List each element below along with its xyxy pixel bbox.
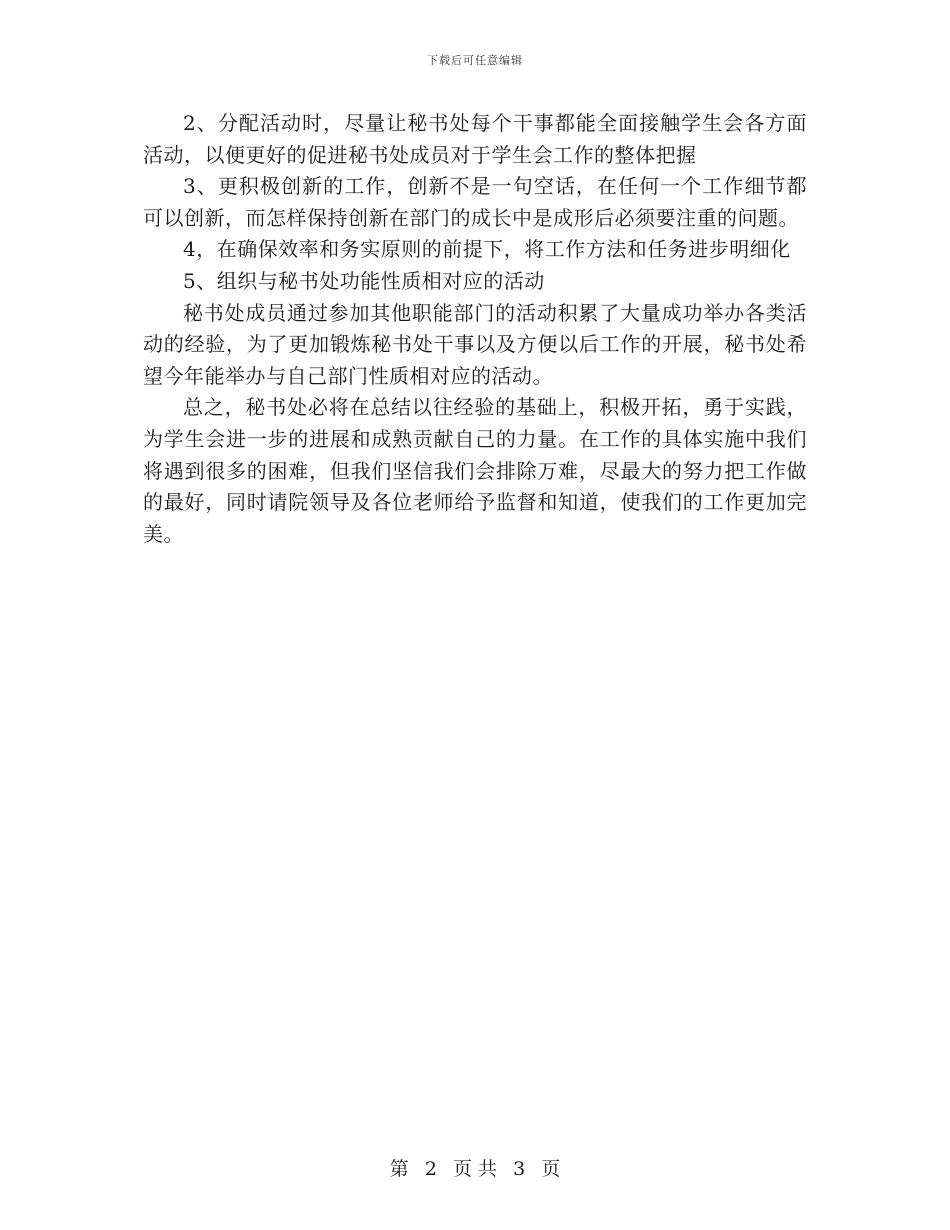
paragraph-conclusion: 总之，秘书处必将在总结以往经验的基础上，积极开拓，勇于实践，为学生会进一步的进展和成熟贡献自己的力量。在工作的具体实施中我们将遇到很多的困难，但我们坚信我们会排除万难，尽最大的努力把工作做的最好，同时请院领导及各位老师给予监督和知道，使我们的工作更加完美。	[143, 395, 807, 546]
footer-suffix: 页	[541, 1158, 561, 1180]
page-footer	[0, 1154, 950, 1181]
document-body	[143, 108, 807, 550]
paragraph-secretariat-activities: 秘书处成员通过参加其他职能部门的活动积累了大量成功举办各类活动的经验，为了更加锻炼秘书处干事以及方便以后工作的开展，秘书处希望今年能举办与自己部门性质相对应的活动。	[143, 300, 807, 388]
footer-middle: 页 共	[452, 1158, 498, 1180]
paragraph-item-4: 4，在确保效率和务实原则的前提下，将工作方法和任务进步明细化	[183, 237, 791, 262]
paragraph-item-5: 5、组织与秘书处功能性质相对应的活动	[183, 268, 545, 293]
paragraph-item-2: 2、分配活动时，尽量让秘书处每个干事都能全面接触学生会各方面活动，以便更好的促进秘书处成员对于学生会工作的整体把握	[143, 111, 807, 167]
page-header: 下载后可任意编辑	[427, 54, 523, 67]
total-page-number: 3	[513, 1158, 526, 1180]
paragraph-item-3: 3、更积极创新的工作，创新不是一句空话，在任何一个工作细节都可以创新，而怎样保持创新在部门的成长中是成形后必须要注重的问题。	[143, 174, 807, 230]
current-page-number: 2	[424, 1158, 437, 1180]
footer-prefix: 第	[389, 1158, 409, 1180]
